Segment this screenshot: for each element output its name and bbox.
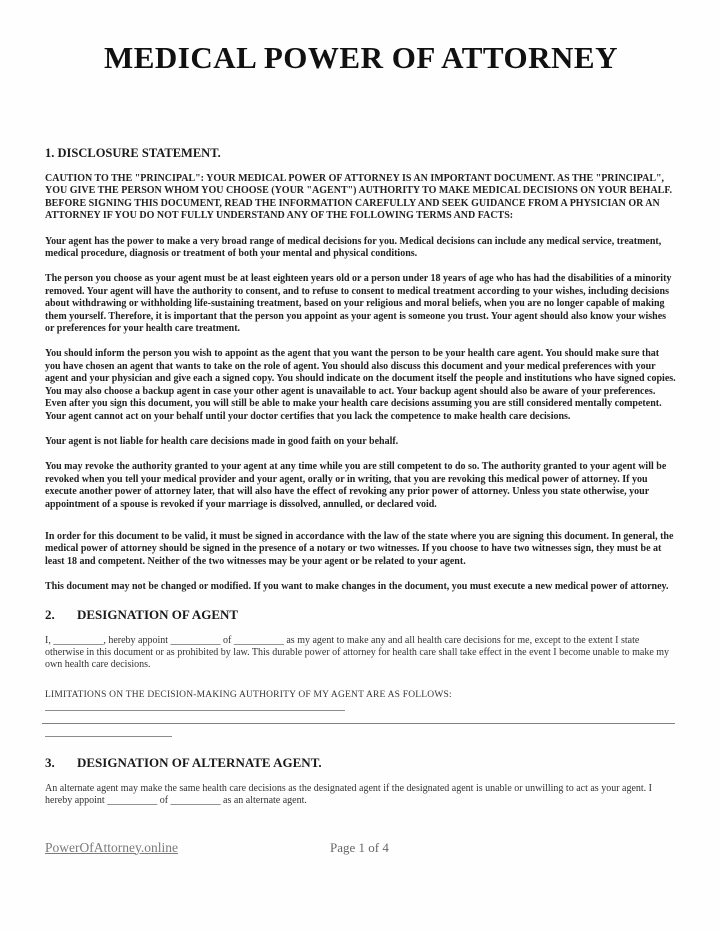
section-3-heading <box>45 755 677 771</box>
disclosure-paragraph-revocation: You may revoke the authority granted to your agent at any time while you are still competent to do so. The authority granted to your agent will be revoked when you tell your medical provider and your agent, orally or in writing, that you are revoking this medical power of attorney. If you execute another power of attorney later, that will also have the effect of revoking any prior power of attorney. Unless you state otherwise, your appointment of a spouse is revoked if your marriage is dissolved, annulled, or declared void. <box>45 461 667 510</box>
limitations-blank-line-2 <box>42 723 675 724</box>
section-2-heading <box>45 607 677 623</box>
disclosure-paragraph-agent-power: Your agent has the power to make a very broad range of medical decisions for you. Medical decisions can include any medical service, treatment, medical procedure, diagnosis or treatment of both your mental and physical conditions. <box>45 235 662 260</box>
document-title: MEDICAL POWER OF ATTORNEY <box>103 40 618 75</box>
disclosure-paragraph-inform-agent: You should inform the person you wish to appoint as the agent that you want the person to be your health care agent. You should make sure that you have chosen an agent that wants to take on the role of agent. You should also discuss this document and your medical preferences with your agent and your physician and give each a signed copy. You should indicate on the document itself the people and institutions who have signed copies. You may also choose a backup agent in case your other agent is unavailable to act. Your backup agent should also be aware of your preferences. Even after you sign this document, you will still be able to make your health care decisions assuming you are still considered mentally competent. Your agent cannot act on your behalf until your doctor certifies that you lack the competence to make health care decisions. <box>45 348 676 422</box>
disclosure-paragraph-agent-requirements: The person you choose as your agent must be at least eighteen years old or a person under 18 years of age who has had the disabilities of a minority removed. Your agent will have the authority to consent, and to refuse to consent to medical treatment according to your wishes, including decisions about withdrawing or withholding life-sustaining treatment, based on your religious and moral beliefs, when you are no longer capable of making them yourself. Therefore, it is important that the person you appoint as your agent is someone you trust. Your agent should also know your wishes or preferences for your health care treatment. <box>45 273 672 335</box>
disclosure-paragraph-validity: In order for this document to be valid, it must be signed in accordance with the law of the state where you are signing this document. In general, the medical power of attorney should be signed in the presence of a notary or two witnesses. If you choose to have two witnesses sign, they must be at least 18 and competent. Neither of the two witnesses may be your agent or be related to your agent. <box>45 530 674 567</box>
limitations-blank-line-1 <box>45 710 345 711</box>
section-2-heading-label: DESIGNATION OF AGENT <box>77 606 239 622</box>
disclosure-paragraph-caution: CAUTION TO THE "PRINCIPAL": YOUR MEDICAL POWER OF ATTORNEY IS AN IMPORTANT DOCUMENT. AS THE "PRINCIPAL", YOU GIVE THE PERSON WHOM YOU CHOOSE (YOUR "AGENT") AUTHORITY TO MAKE MEDICAL DECISIONS ON YOUR BEHALF. BEFORE SIGNING THIS DOCUMENT, READ THE INFORMATION CAREFULLY AND SEEK GUIDANCE FROM A PHYSICIAN OR AN ATTORNEY IF YOU DO NOT FULLY UNDERSTAND ANY OF THE FOLLOWING TERMS AND FACTS: <box>45 173 673 222</box>
section-2-number: 2. <box>45 606 55 622</box>
disclosure-paragraph-no-changes: This document may not be changed or modified. If you want to make changes in the document, you must execute a new medical power of attorney. <box>45 581 669 593</box>
disclosure-paragraph-liability: Your agent is not liable for health care decisions made in good faith on your behalf. <box>45 435 399 447</box>
designation-of-agent-text: I, __________, hereby appoint __________ of __________ as my agent to make any and all health care decisions for me, except to the extent I state otherwise in this document or as prohibited by law. This durable power of attorney for health care shall take effect in the event I become unable to make my own health care decisions. <box>45 634 670 671</box>
section-3-number: 3. <box>45 754 55 770</box>
page-footer <box>45 840 677 856</box>
limitations-label: LIMITATIONS ON THE DECISION-MAKING AUTHORITY OF MY AGENT ARE AS FOLLOWS: <box>45 689 452 700</box>
section-3-heading-label: DESIGNATION OF ALTERNATE AGENT. <box>77 754 322 770</box>
section-1-heading: 1. DISCLOSURE STATEMENT. <box>45 146 221 160</box>
site-link[interactable]: PowerOfAttorney.online <box>45 839 178 855</box>
alternate-agent-text: An alternate agent may make the same health care decisions as the designated agent if the designated agent is unable or unwilling to act as your agent. I hereby appoint __________ of __________ as an alternate agent. <box>45 782 653 807</box>
page-indicator: Page 1 of 4 <box>330 839 389 855</box>
limitations-blank-line-3 <box>45 736 172 737</box>
